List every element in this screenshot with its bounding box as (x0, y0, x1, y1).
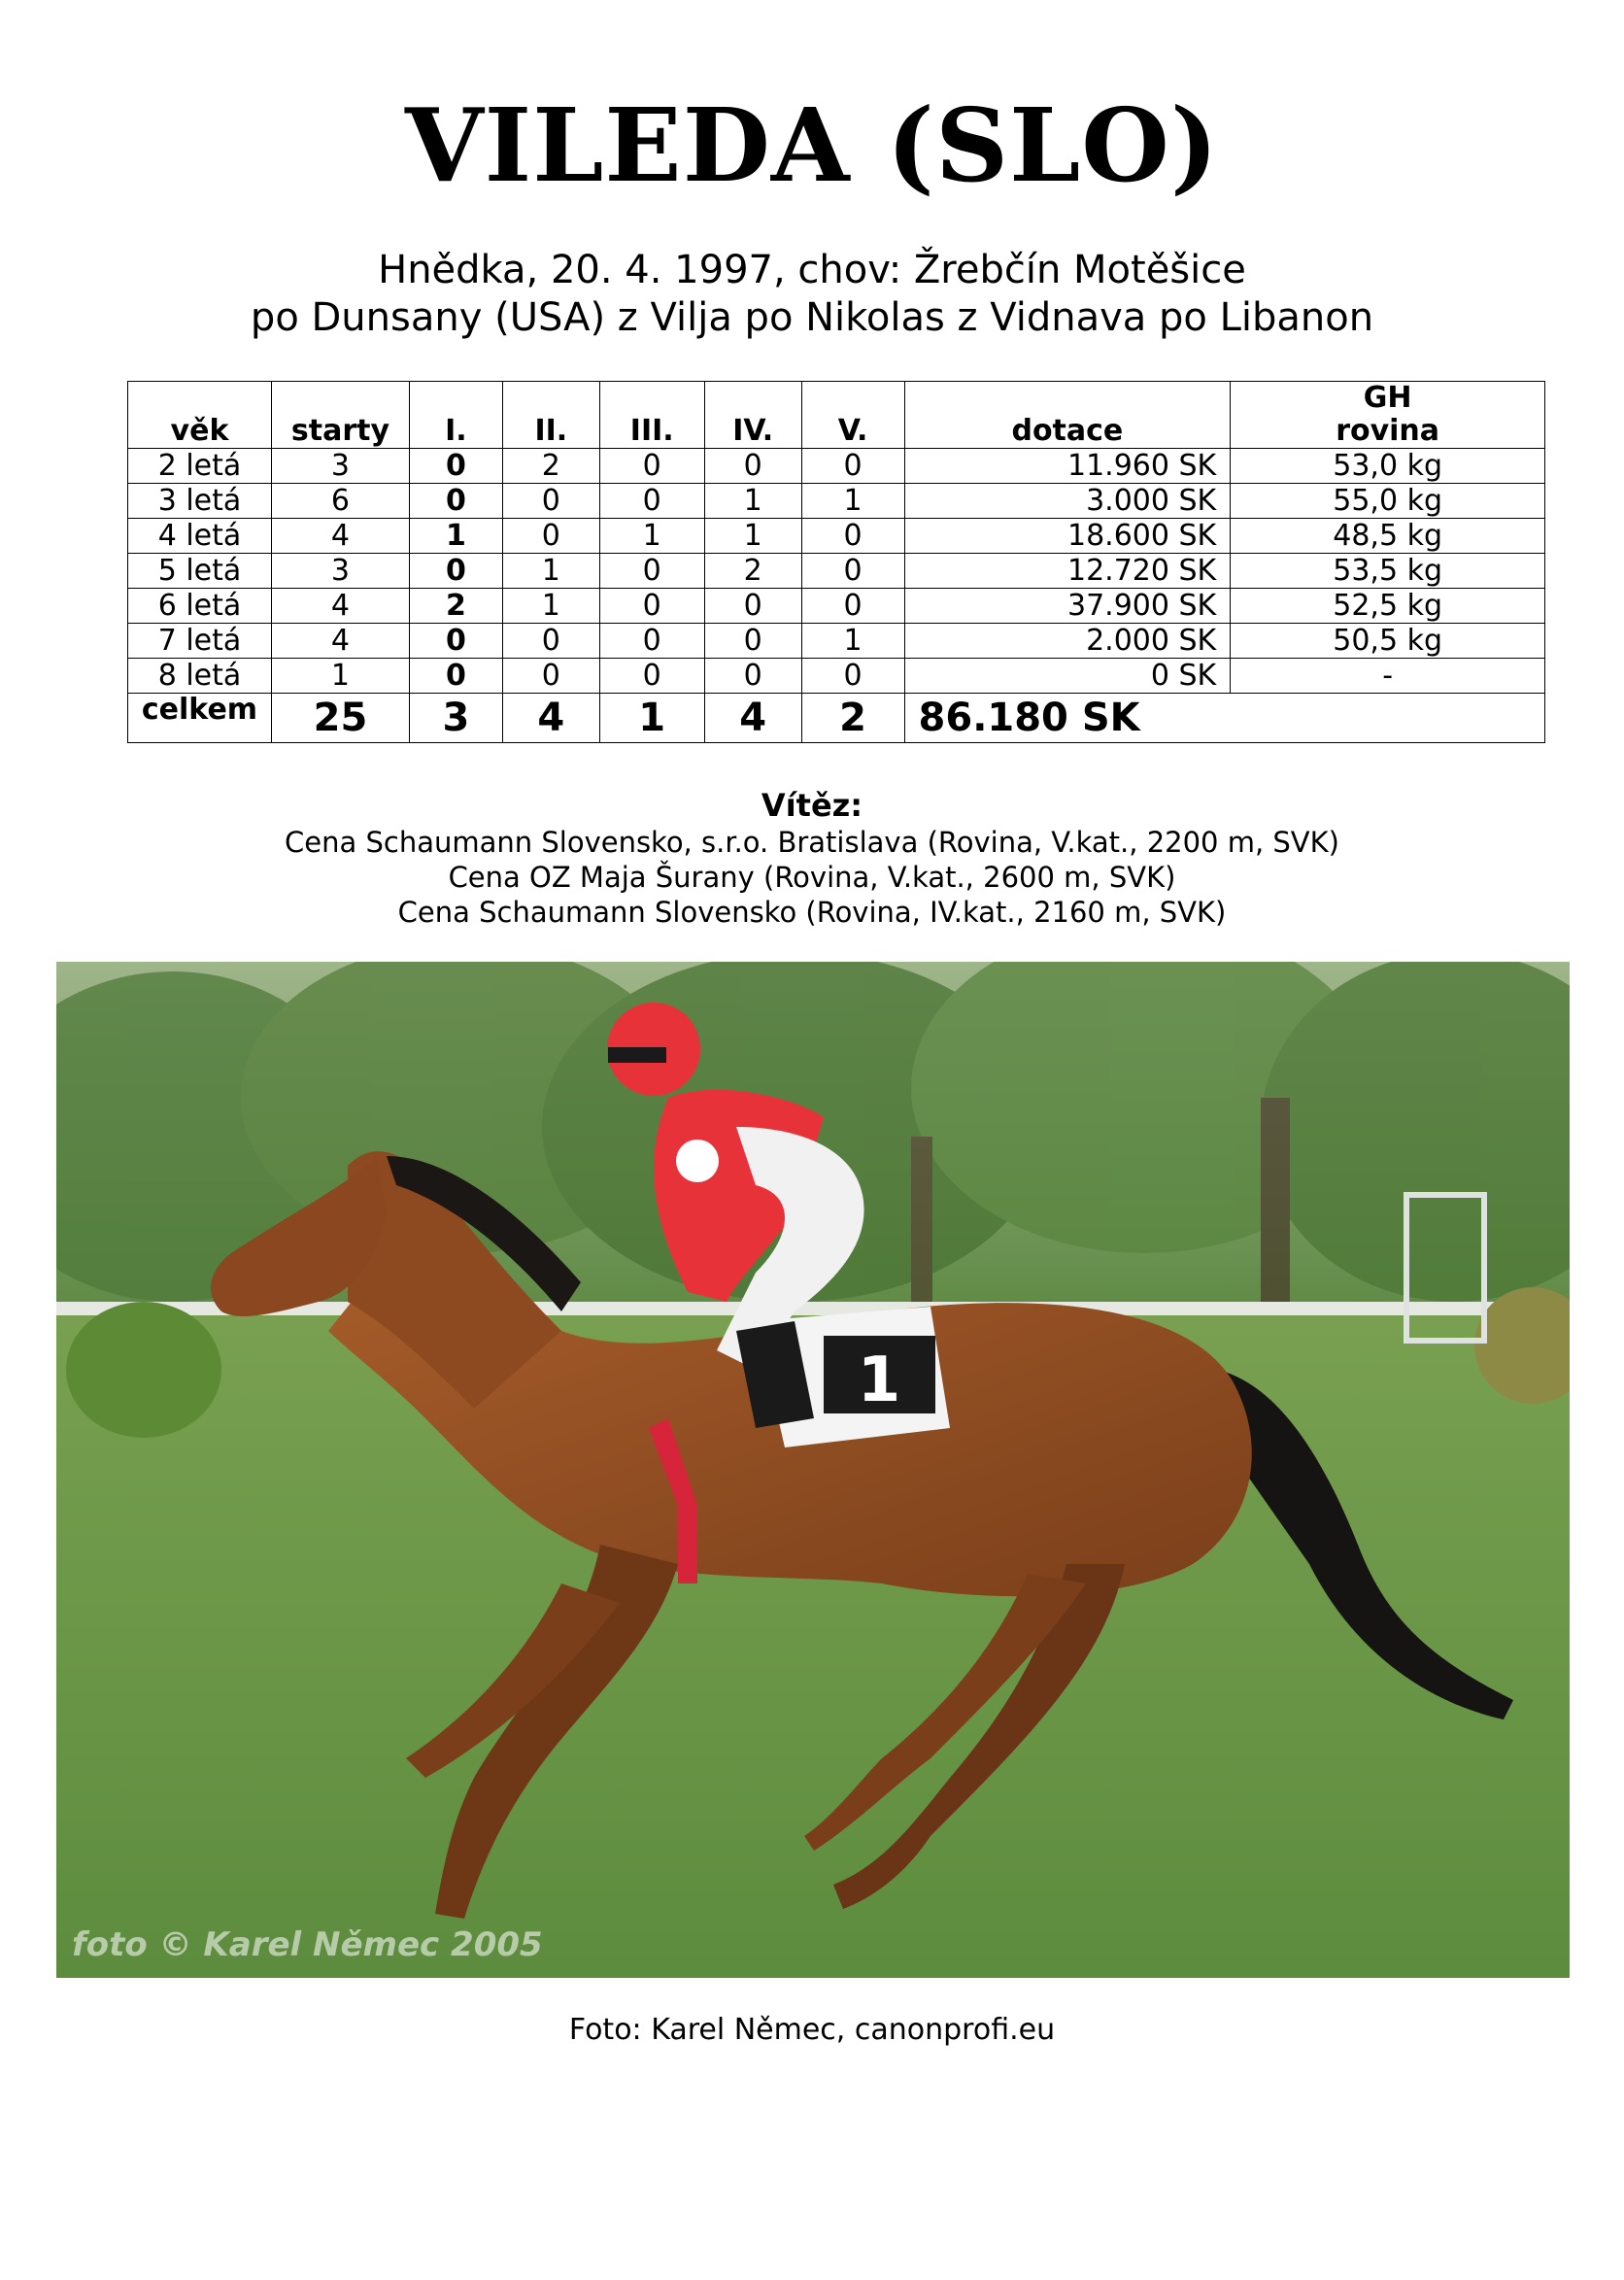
table-header-row (128, 382, 1545, 449)
table-total-row (128, 694, 1545, 743)
cell-third: 0 (599, 659, 704, 694)
cell-fourth: 0 (704, 624, 801, 659)
cell-starts: 4 (271, 624, 409, 659)
cell-first: 0 (409, 554, 502, 589)
total-starts: 25 (271, 694, 409, 743)
cell-first: 0 (409, 484, 502, 519)
arm-number-badge (676, 1140, 719, 1182)
cell-handicap: 53,0 kg (1231, 449, 1545, 484)
cell-fifth: 1 (801, 624, 904, 659)
cell-handicap: 55,0 kg (1231, 484, 1545, 519)
cell-age: 4 letá (128, 519, 272, 554)
cell-handicap: 50,5 kg (1231, 624, 1545, 659)
table-row (128, 624, 1545, 659)
cell-fifth: 1 (801, 484, 904, 519)
cell-age: 7 letá (128, 624, 272, 659)
cell-fifth: 0 (801, 659, 904, 694)
table-row (128, 589, 1545, 624)
cell-third: 1 (599, 519, 704, 554)
cell-prize: 3.000 SK (904, 484, 1231, 519)
total-fourth: 4 (704, 694, 801, 743)
cell-starts: 1 (271, 659, 409, 694)
photo-watermark: foto © Karel Němec 2005 (72, 1925, 543, 1964)
total-third: 1 (599, 694, 704, 743)
winner-race-3: Cena Schaumann Slovensko (Rovina, IV.kat., 2160 m, SVK) (397, 896, 1227, 929)
cell-handicap: 53,5 kg (1231, 554, 1545, 589)
cell-second: 2 (502, 449, 599, 484)
cell-handicap: 52,5 kg (1231, 589, 1545, 624)
total-first: 3 (409, 694, 502, 743)
cell-first: 1 (409, 519, 502, 554)
left-shrub (66, 1302, 221, 1438)
cell-age: 6 letá (128, 589, 272, 624)
cell-fifth: 0 (801, 554, 904, 589)
header-handicap (1231, 382, 1545, 449)
cell-prize: 37.900 SK (904, 589, 1231, 624)
cell-fifth: 0 (801, 589, 904, 624)
horse-photo (56, 962, 1570, 1978)
cell-fourth: 0 (704, 589, 801, 624)
table-row (128, 484, 1545, 519)
header-first: I. (409, 382, 502, 449)
header-age: věk (128, 382, 272, 449)
race-record-table (127, 381, 1545, 743)
horse-racing-illustration (56, 962, 1570, 1978)
cell-age: 3 letá (128, 484, 272, 519)
cell-starts: 3 (271, 554, 409, 589)
saddle-number: 1 (857, 1344, 901, 1416)
cell-third: 0 (599, 449, 704, 484)
cell-starts: 6 (271, 484, 409, 519)
cell-prize: 11.960 SK (904, 449, 1231, 484)
cell-third: 0 (599, 554, 704, 589)
cell-third: 0 (599, 589, 704, 624)
cell-second: 0 (502, 519, 599, 554)
cell-second: 0 (502, 484, 599, 519)
cell-fourth: 0 (704, 449, 801, 484)
header-fifth: V. (801, 382, 904, 449)
winner-race-1: Cena Schaumann Slovensko, s.r.o. Bratislava (Rovina, V.kat., 2200 m, SVK) (285, 826, 1339, 859)
cell-fifth: 0 (801, 449, 904, 484)
cell-first: 2 (409, 589, 502, 624)
header-starts: starty (271, 382, 409, 449)
winner-race-2: Cena OZ Maja Šurany (Rovina, V.kat., 2600 m, SVK) (448, 861, 1176, 894)
horse-details: Hnědka, 20. 4. 1997, chov: Žrebčín Motěšice (378, 248, 1246, 292)
cell-prize: 12.720 SK (904, 554, 1231, 589)
header-gh: GH (1363, 381, 1412, 415)
header-rovina: rovina (1336, 414, 1440, 448)
cell-handicap: 48,5 kg (1231, 519, 1545, 554)
header-third: III. (599, 382, 704, 449)
jockey-goggles (608, 1047, 666, 1063)
table-row (128, 519, 1545, 554)
header-second: II. (502, 382, 599, 449)
table-row (128, 659, 1545, 694)
table-row (128, 554, 1545, 589)
cell-age: 2 letá (128, 449, 272, 484)
total-second: 4 (502, 694, 599, 743)
photo-caption: Foto: Karel Němec, canonprofi.eu (568, 2013, 1056, 2047)
cell-fourth: 1 (704, 519, 801, 554)
cell-first: 0 (409, 624, 502, 659)
cell-second: 1 (502, 554, 599, 589)
cell-starts: 4 (271, 589, 409, 624)
cell-first: 0 (409, 659, 502, 694)
cell-second: 1 (502, 589, 599, 624)
cell-handicap: - (1231, 659, 1545, 694)
header-fourth: IV. (704, 382, 801, 449)
cell-fourth: 1 (704, 484, 801, 519)
cell-age: 8 letá (128, 659, 272, 694)
cell-third: 0 (599, 624, 704, 659)
cell-fourth: 2 (704, 554, 801, 589)
cell-starts: 4 (271, 519, 409, 554)
cell-second: 0 (502, 659, 599, 694)
total-label: celkem (128, 694, 272, 743)
horse-name-title: VILEDA (SLO) (404, 85, 1220, 205)
cell-first: 0 (409, 449, 502, 484)
cell-age: 5 letá (128, 554, 272, 589)
total-prize-money: 86.180 SK (904, 694, 1544, 743)
cell-prize: 18.600 SK (904, 519, 1231, 554)
table-row (128, 449, 1545, 484)
header-prize-money: dotace (904, 382, 1231, 449)
cell-starts: 3 (271, 449, 409, 484)
cell-prize: 0 SK (904, 659, 1231, 694)
winner-heading: Vítěz: (761, 787, 863, 824)
cell-fourth: 0 (704, 659, 801, 694)
cell-second: 0 (502, 624, 599, 659)
cell-fifth: 0 (801, 519, 904, 554)
pedigree-line: po Dunsany (USA) z Vilja po Nikolas z Vidnava po Libanon (250, 295, 1374, 340)
cell-prize: 2.000 SK (904, 624, 1231, 659)
cell-third: 0 (599, 484, 704, 519)
total-fifth: 2 (801, 694, 904, 743)
